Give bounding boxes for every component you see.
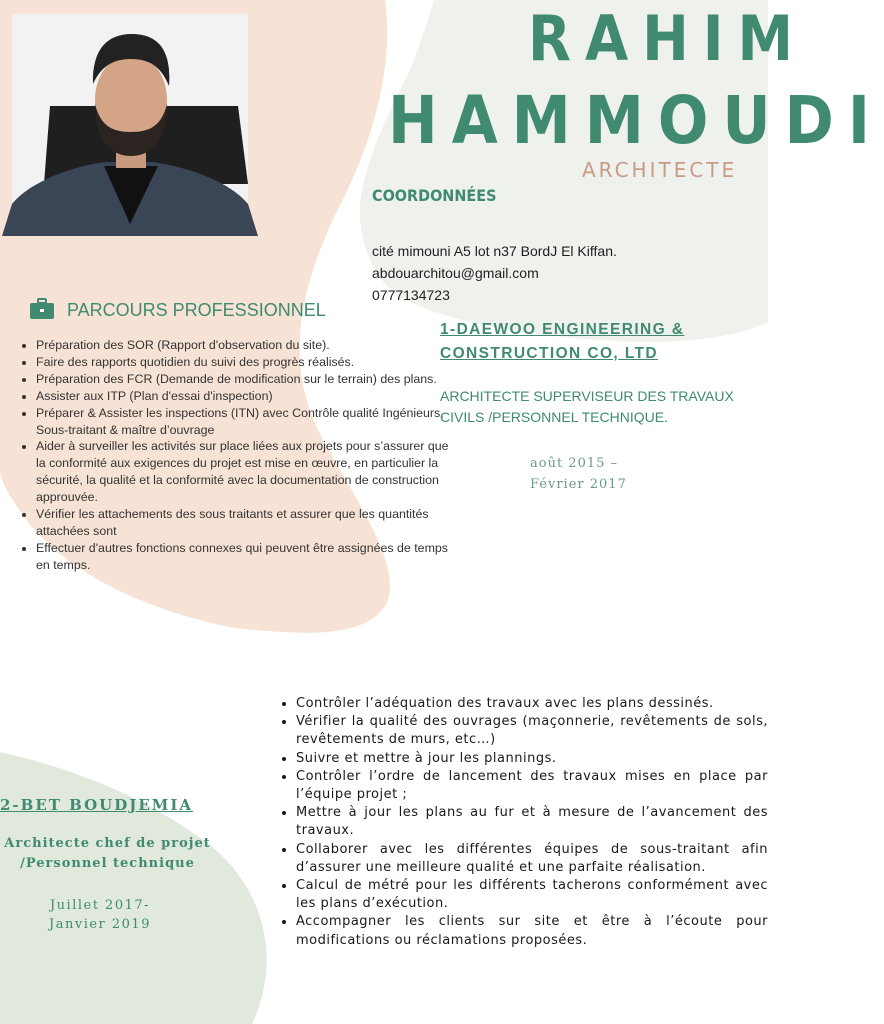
contact-address: cité mimouni A5 lot n37 BordJ El Kiffan. <box>372 243 617 259</box>
first-name: RAHIM <box>528 2 808 75</box>
list-item: • Préparer & Assister les inspections (ITN) avec Contrôle qualité Ingénieurs, Sous-traitant & maître d’ouvrage <box>36 405 452 439</box>
job1-company: 1-DAEWOO ENGINEERING & CONSTRUCTION CO, LTD <box>440 321 685 362</box>
job2-date-start: Juillet 2017- <box>49 898 151 913</box>
list-item: • Contrôler l’ordre de lancement des travaux mises en place par l’équipe projet ; <box>296 768 768 804</box>
list-item: • Collaborer avec les différentes équipes de sous-traitant afin d’assurer une meilleure qualité et une parfaite réalisation. <box>296 841 768 877</box>
last-name: HAMMOUDI <box>388 82 884 159</box>
list-item: • Suivre et mettre à jour les plannings. <box>296 750 768 768</box>
sage-blob <box>0 752 267 1024</box>
job2-task-list <box>280 695 768 950</box>
contact-heading: COORDONNÉES <box>372 186 497 205</box>
list-item: • Préparation des SOR (Rapport d'observation du site). <box>36 337 452 354</box>
job1-task-list <box>20 337 452 574</box>
list-item: • Accompagner les clients sur site et être à l’écoute pour modifications ou réclamations proposées. <box>296 913 768 949</box>
list-item: • Aider à surveiller les activités sur place liées aux projets pour s’assurer que la conformité aux exigences du projet est mise en œuvre, en particulier la sécurité, la qualité et la conformité avec la documentation de construction approuvée. <box>36 438 452 506</box>
job-title: ARCHITECTE <box>582 158 738 182</box>
list-item: • Effectuer d'autres fonctions connexes qui peuvent être assignées de temps en temps. <box>36 540 452 574</box>
job1-date-end: Février 2017 <box>530 477 627 492</box>
list-item: • Faire des rapports quotidien du suivi des progrès réalisés. <box>36 354 452 371</box>
job1-role: ARCHITECTE SUPERVISEUR DES TRAVAUX CIVILS /PERSONNEL TECHNIQUE. <box>440 388 734 425</box>
briefcase-icon <box>30 299 54 319</box>
job1-date-start: août 2015 – <box>530 456 619 471</box>
experience-heading: PARCOURS PROFESSIONNEL <box>67 300 326 320</box>
list-item: • Mettre à jour les plans au fur et à mesure de l’avancement des travaux. <box>296 804 768 840</box>
list-item: • Contrôler l’adéquation des travaux avec les plans dessinés. <box>296 695 768 713</box>
job2-role: Architecte chef de projet /Personnel technique <box>4 836 211 871</box>
contact-email: abdouarchitou@gmail.com <box>372 265 539 281</box>
job1-dates <box>530 453 627 495</box>
list-item: • Vérifier la qualité des ouvrages (maçonnerie, revêtements de sols, revêtements de murs, etc…) <box>296 713 768 749</box>
list-item: • Vérifier les attachements des sous traitants et assurer que les quantités attachées sont <box>36 506 452 540</box>
list-item: • Assister aux ITP (Plan d'essai d'inspection) <box>36 388 452 405</box>
profile-photo <box>12 14 248 236</box>
job2-dates <box>0 896 200 934</box>
job2-date-end: Janvier 2019 <box>49 917 151 932</box>
list-item: • Calcul de métré pour les différents tacherons conformément avec les plans d’exécution. <box>296 877 768 913</box>
contact-phone: 0777134723 <box>372 287 450 303</box>
job2-company: 2-BET BOUDJEMIA <box>0 796 194 814</box>
list-item: • Préparation des FCR (Demande de modification sur le terrain) des plans. <box>36 371 452 388</box>
